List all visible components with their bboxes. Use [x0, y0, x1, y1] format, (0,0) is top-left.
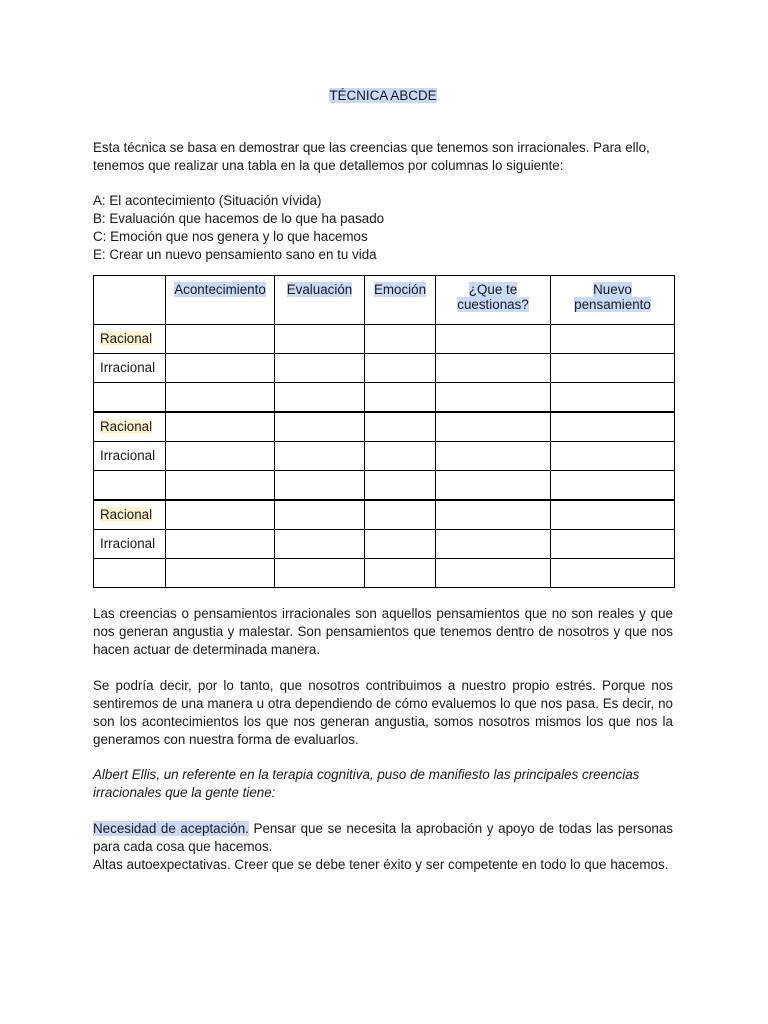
table-cell: [275, 500, 365, 530]
paragraph-expectations: Altas autoexpectativas. Creer que se debe tener éxito y ser competente en todo lo que hacemos.: [93, 857, 669, 872]
table-cell: [551, 559, 675, 588]
table-cell: [166, 559, 275, 588]
list-item: A: El acontecimiento (Situación vívida): [93, 193, 322, 208]
table-row: [94, 442, 675, 471]
table-cell: [166, 325, 275, 354]
table-cell: [551, 325, 675, 354]
paragraph-albert-ellis: Albert Ellis, un referente en la terapia cognitiva, puso de manifiesto las principales creencias irracionales que la gente tiene:: [93, 767, 640, 800]
table-cell: [436, 500, 551, 530]
table-cell: [551, 412, 675, 442]
table-cell: [551, 530, 675, 559]
table-cell: [275, 383, 365, 413]
table-cell: [275, 412, 365, 442]
table-cell: [275, 442, 365, 471]
table-cell: [166, 383, 275, 413]
table-cell: [436, 412, 551, 442]
table-cell: [365, 500, 436, 530]
table-row: [94, 354, 675, 383]
row-label: Irracional: [100, 360, 156, 375]
table-cell: [166, 530, 275, 559]
table-cell: [275, 325, 365, 354]
table-cell: [551, 383, 675, 413]
paragraph-acceptance-text: Pensar que se necesita la aprobación y apoyo de todas las personas para cada cosa que hacemos.: [93, 821, 673, 854]
row-label: Irracional: [100, 536, 156, 551]
document-content: [93, 87, 673, 874]
table-header-row: [94, 276, 675, 325]
abcde-table: [93, 275, 675, 588]
header-label: Acontecimiento: [174, 282, 266, 297]
abcde-list: [93, 192, 673, 264]
table-cell: [436, 442, 551, 471]
row-label: Racional: [100, 331, 153, 346]
table-row: [94, 559, 675, 588]
header-label: Evaluación: [286, 282, 353, 297]
table-cell: [436, 559, 551, 588]
highlighted-term: Necesidad de aceptación.: [93, 821, 249, 836]
table-cell: [365, 471, 436, 501]
header-label: Emoción: [373, 282, 427, 297]
row-label-cell: [94, 471, 166, 501]
paragraph-acceptance: [93, 820, 673, 856]
table-row: [94, 500, 675, 530]
table-cell: [436, 530, 551, 559]
table-cell: [436, 354, 551, 383]
table-row: [94, 383, 675, 413]
document-title-text: TÉCNICA ABCDE: [329, 88, 437, 103]
row-label-cell: [94, 530, 166, 559]
table-cell: [275, 354, 365, 383]
header-label: Nuevo pensamiento: [574, 282, 651, 312]
table-cell: [551, 442, 675, 471]
row-label-cell: [94, 383, 166, 413]
row-label: Racional: [100, 507, 153, 522]
table-cell: [436, 325, 551, 354]
table-row: [94, 471, 675, 501]
row-label: Racional: [100, 419, 153, 434]
table-row: [94, 530, 675, 559]
table-header-cell: [365, 276, 436, 325]
table-header-cell: [436, 276, 551, 325]
table-cell: [365, 325, 436, 354]
document-title: [93, 87, 673, 105]
table-cell: [275, 559, 365, 588]
table-cell: [365, 530, 436, 559]
table-cell: [365, 354, 436, 383]
table-header-cell: [94, 276, 166, 325]
list-item: C: Emoción que nos genera y lo que hacemos: [93, 229, 368, 244]
table-cell: [166, 412, 275, 442]
table-cell: [365, 412, 436, 442]
list-item: E: Crear un nuevo pensamiento sano en tu vida: [93, 247, 377, 262]
table-cell: [275, 471, 365, 501]
table-body: [94, 325, 675, 588]
table-cell: [365, 559, 436, 588]
row-label-cell: [94, 442, 166, 471]
table-row: [94, 412, 675, 442]
row-label-cell: [94, 354, 166, 383]
table-header-cell: [551, 276, 675, 325]
table-cell: [436, 471, 551, 501]
table-cell: [551, 471, 675, 501]
table-cell: [166, 354, 275, 383]
table-header-cell: [166, 276, 275, 325]
table-cell: [365, 383, 436, 413]
table-row: [94, 325, 675, 354]
row-label-cell: [94, 412, 166, 442]
row-label-cell: [94, 559, 166, 588]
table-cell: [551, 500, 675, 530]
table-cell: [166, 442, 275, 471]
table-cell: [551, 354, 675, 383]
paragraph-irrational-beliefs: Las creencias o pensamientos irracionales son aquellos pensamientos que no son reales y que nos generan angustia y malestar. Son pensamientos que tenemos dentro de nosotros y que nos hacen actuar de determinada manera.: [93, 606, 673, 657]
table-cell: [275, 530, 365, 559]
paragraph-stress: Se podría decir, por lo tanto, que nosotros contribuimos a nuestro propio estrés. Porque nos sentiremos de una manera u otra dependiendo de cómo evaluemos lo que nos pasa. Es decir, no son los acontecimientos los que nos generan angustia, somos nosotros mismos los que nos la generamos con nuestra forma de evaluarlos.: [93, 678, 673, 747]
table-header-cell: [275, 276, 365, 325]
list-item: B: Evaluación que hacemos de lo que ha pasado: [93, 211, 385, 226]
table-cell: [436, 383, 551, 413]
row-label-cell: [94, 500, 166, 530]
table-cell: [365, 442, 436, 471]
table-cell: [166, 500, 275, 530]
row-label: Irracional: [100, 448, 156, 463]
header-label: ¿Que te cuestionas?: [457, 282, 529, 312]
row-label-cell: [94, 325, 166, 354]
table-cell: [166, 471, 275, 501]
intro-paragraph: Esta técnica se basa en demostrar que las creencias que tenemos son irracionales. Para ello, tenemos que realizar una tabla en la que detallemos por columnas lo siguiente:: [93, 140, 650, 173]
